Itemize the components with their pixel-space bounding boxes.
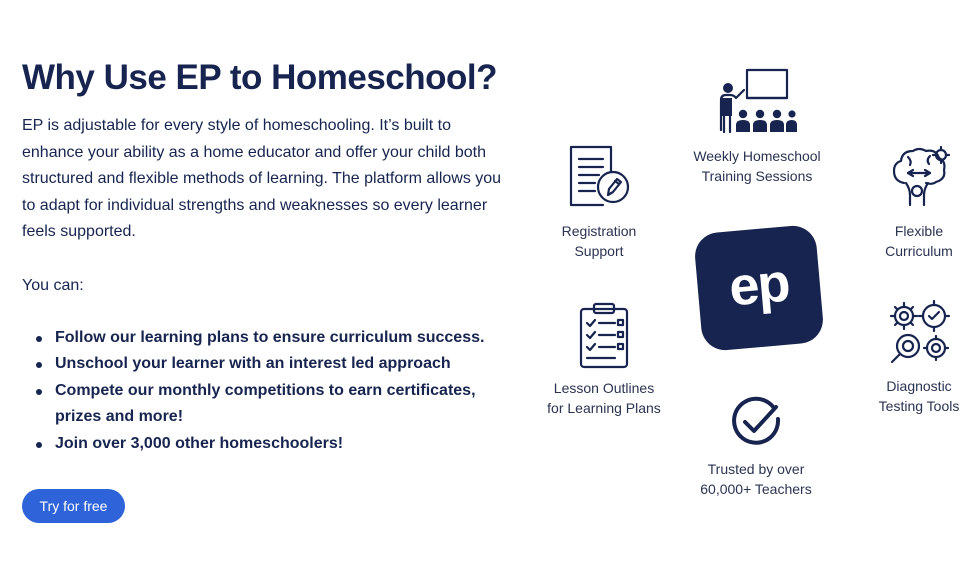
check-circle-icon — [728, 395, 784, 451]
feature-caption: Registration — [561, 223, 637, 239]
feature-caption: for Learning Plans — [547, 399, 661, 416]
feature-curriculum — [866, 143, 972, 261]
feature-registration — [534, 143, 664, 261]
you-can-label: You can: — [22, 276, 84, 294]
feature-caption: Flexible — [894, 223, 944, 239]
feature-caption: Diagnostic — [886, 378, 952, 394]
logo-text: ep — [726, 252, 791, 318]
feature-training — [672, 66, 842, 186]
feature-caption: Weekly Homeschool — [693, 148, 821, 164]
intro-section — [22, 56, 502, 457]
benefits-list — [22, 325, 502, 458]
list-item: Follow our learning plans to ensure curriculum success. — [34, 325, 502, 352]
list-item: Join over 3,000 other homeschoolers! — [34, 431, 502, 458]
gears-magnifier-icon — [886, 300, 952, 368]
feature-caption: 60,000+ Teachers — [700, 480, 812, 497]
intro-paragraph: EP is adjustable for every style of homeschooling. It’s built to enhance your ability as a home educator and offer your child both structured and flexible methods of learning. The platform allows you to adapt for individual strengths and weaknesses so every learner feels supported. — [22, 117, 502, 240]
brain-gear-icon — [886, 143, 952, 209]
feature-caption: Lesson Outlines — [553, 380, 655, 396]
page-title: Why Use EP to Homeschool? — [22, 58, 497, 97]
try-for-free-button[interactable]: Try for free — [22, 489, 125, 523]
teacher-board-icon — [716, 66, 798, 136]
feature-lessons — [534, 301, 674, 418]
clipboard-checklist-icon — [577, 301, 631, 369]
list-item: Compete our monthly competitions to earn certificates, prizes and more! — [34, 378, 502, 431]
feature-caption: Trusted by over — [707, 461, 805, 477]
list-item: Unschool your learner with an interest led approach — [34, 351, 502, 378]
ep-logo — [693, 224, 825, 352]
feature-caption: Support — [574, 242, 624, 259]
feature-caption: Curriculum — [885, 242, 953, 259]
feature-trusted — [681, 395, 831, 499]
document-pen-icon — [565, 143, 633, 209]
feature-caption: Testing Tools — [878, 397, 960, 414]
feature-caption: Training Sessions — [701, 167, 813, 184]
feature-diagnostic — [866, 300, 972, 416]
